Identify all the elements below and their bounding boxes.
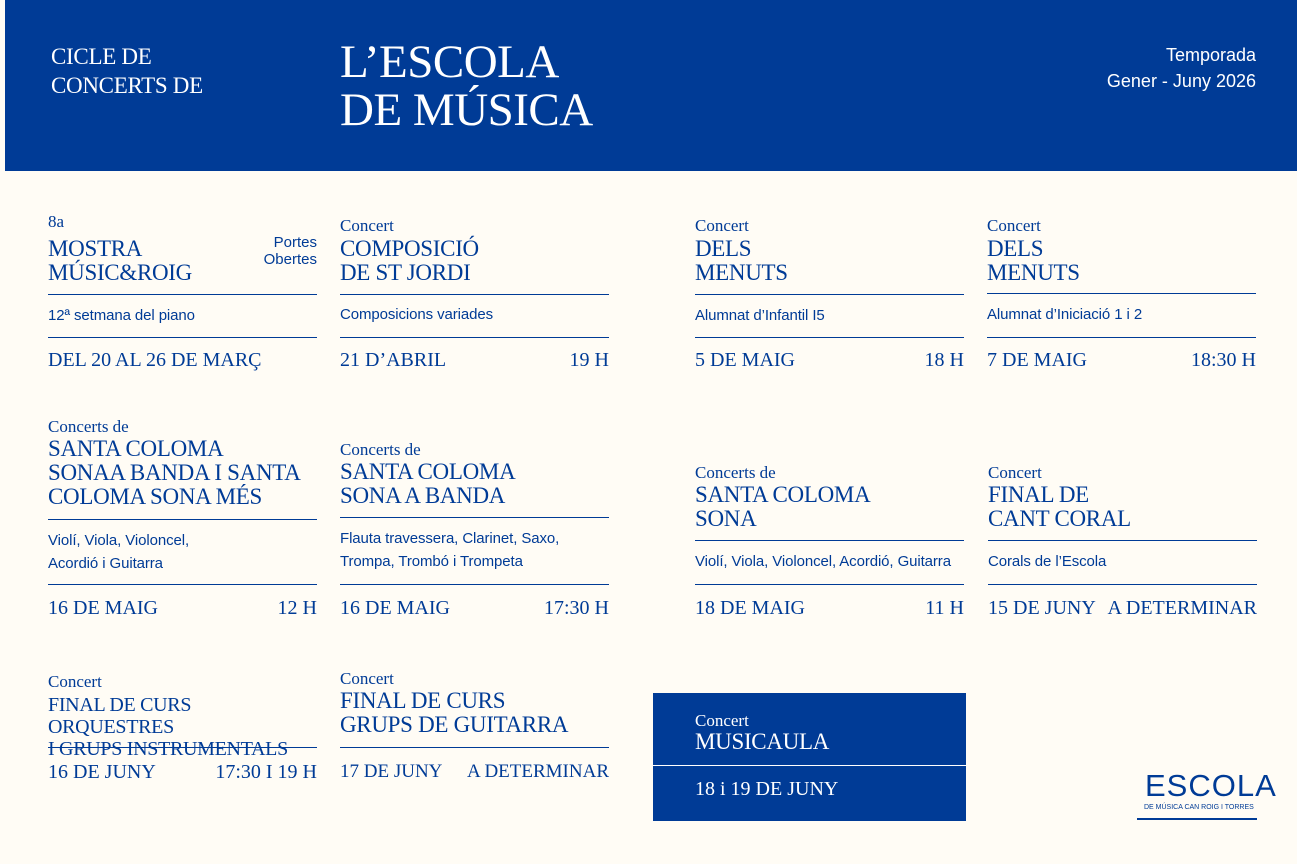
divider xyxy=(987,293,1256,294)
event-date: 5 DE MAIG xyxy=(695,349,795,371)
event-description: Composicions variades xyxy=(340,306,493,323)
description-line: Acordió i Guitarra xyxy=(48,555,163,572)
event-name-line: COMPOSICIÓ xyxy=(340,236,479,261)
season-line-1: Temporada xyxy=(1165,45,1256,65)
event-card-musicaula xyxy=(653,693,966,821)
description-line: Violí, Viola, Violoncel, xyxy=(48,532,190,549)
event-name-line: MÚSIC&ROIG xyxy=(48,260,192,285)
event-name-line: MUSICAULA xyxy=(695,729,830,754)
divider xyxy=(340,584,609,585)
event-name-line: MOSTRA xyxy=(48,236,143,261)
event-name-line: MENUTS xyxy=(987,260,1080,285)
event-name-line: GRUPS DE GUITARRA xyxy=(340,712,569,737)
event-kicker: Concert xyxy=(695,711,749,730)
divider xyxy=(48,584,317,585)
event-time: 18 H xyxy=(924,349,964,371)
event-name-line: FINAL DE CURS ORQUESTRES xyxy=(48,694,192,738)
divider xyxy=(48,747,317,748)
event-name-line: SANTA COLOMA xyxy=(340,459,516,484)
event-name-line: MENUTS xyxy=(695,260,788,285)
logo-underline xyxy=(1137,818,1257,820)
event-date: 18 DE MAIG xyxy=(695,597,805,619)
event-date: 16 DE MAIG xyxy=(340,597,450,619)
cycle-line-2: CONCERTS DE xyxy=(51,73,203,98)
divider xyxy=(695,294,964,295)
event-name-line: SONA xyxy=(695,506,757,531)
event-kicker: Concert xyxy=(987,216,1041,235)
event-description: Violí, Viola, Violoncel, Acordió, Guitarra xyxy=(695,553,951,570)
divider xyxy=(653,765,966,766)
event-name-line: COLOMA SONA MÉS xyxy=(48,484,263,509)
event-kicker: Concert xyxy=(48,672,102,691)
event-time: A DETERMINAR xyxy=(467,761,609,782)
event-time: 18:30 H xyxy=(1191,349,1256,371)
event-name-line: FINAL DE CURS xyxy=(340,688,506,713)
divider xyxy=(340,517,609,518)
tag-line: Obertes xyxy=(263,251,317,268)
event-date: 21 D’ABRIL xyxy=(340,349,447,371)
event-date: 18 i 19 DE JUNY xyxy=(695,778,839,800)
school-logo xyxy=(1137,768,1277,821)
page-title xyxy=(340,38,593,134)
event-date: 17 DE JUNY xyxy=(340,761,443,782)
event-date: 15 DE JUNY xyxy=(988,597,1096,619)
divider xyxy=(695,337,964,338)
divider xyxy=(48,294,317,295)
divider xyxy=(340,747,609,748)
event-description xyxy=(340,527,609,573)
event-name-line: FINAL DE xyxy=(988,482,1089,507)
event-time: 12 H xyxy=(277,597,317,619)
divider xyxy=(988,540,1257,541)
logo-wordmark: ESCOLA xyxy=(1145,768,1277,803)
event-date: DEL 20 AL 26 DE MARÇ xyxy=(48,349,262,371)
event-date: 16 DE MAIG xyxy=(48,597,158,619)
header-banner xyxy=(5,0,1297,171)
description-line: Trompa, Trombó i Trompeta xyxy=(340,553,523,570)
event-name-line: SANTA COLOMA xyxy=(695,482,871,507)
event-description: Alumnat d’Iniciació 1 i 2 xyxy=(987,306,1143,323)
event-name-line: CANT CORAL xyxy=(988,506,1131,531)
event-time: 17:30 H xyxy=(544,597,609,619)
event-name-line: DELS xyxy=(987,236,1044,261)
event-kicker: Concerts de xyxy=(695,463,776,482)
divider xyxy=(695,540,964,541)
description-line: Flauta travessera, Clarinet, Saxo, xyxy=(340,530,560,547)
title-line-2: DE MÚSICA xyxy=(340,84,593,136)
tag-line: Portes xyxy=(273,234,317,251)
event-time: 19 H xyxy=(569,349,609,371)
event-time: A DETERMINAR xyxy=(1107,597,1257,619)
event-name-line: I GRUPS INSTRUMENTALS xyxy=(48,738,288,760)
event-description: Alumnat d’Infantil I5 xyxy=(695,307,825,324)
divider xyxy=(48,337,317,338)
event-time: 17:30 I 19 H xyxy=(215,761,317,783)
event-name-line: DELS xyxy=(695,236,752,261)
open-doors-tag xyxy=(264,234,317,268)
event-kicker: Concert xyxy=(340,216,394,235)
logo-subtitle: DE MÚSICA CAN ROIG I TORRES xyxy=(1144,804,1254,811)
event-description: Corals de l’Escola xyxy=(988,553,1107,570)
event-description xyxy=(48,529,317,575)
title-line-1: L’ESCOLA xyxy=(340,36,559,88)
event-kicker: Concert xyxy=(695,216,749,235)
season-label xyxy=(1107,42,1256,94)
event-kicker: Concert xyxy=(340,669,394,688)
event-kicker: Concerts de xyxy=(340,440,421,459)
event-kicker: 8a xyxy=(48,212,65,231)
event-time: 11 H xyxy=(925,597,964,619)
divider xyxy=(988,584,1257,585)
cycle-label xyxy=(51,42,203,100)
season-line-2: Gener - Juny 2026 xyxy=(1106,71,1256,91)
event-name-line: SANTA COLOMA xyxy=(48,436,224,461)
divider xyxy=(340,294,609,295)
event-name-line: SONA A BANDA xyxy=(340,483,506,508)
divider xyxy=(340,337,609,338)
event-name-line: DE ST JORDI xyxy=(340,260,471,285)
divider xyxy=(987,337,1256,338)
event-kicker: Concerts de xyxy=(48,417,129,436)
cycle-line-1: CICLE DE xyxy=(51,44,152,69)
event-description: 12ª setmana del piano xyxy=(48,307,195,324)
event-date: 16 DE JUNY xyxy=(48,761,156,783)
divider xyxy=(695,584,964,585)
event-date: 7 DE MAIG xyxy=(987,349,1087,371)
divider xyxy=(48,519,317,520)
event-kicker: Concert xyxy=(988,463,1042,482)
event-name-line: SONAA BANDA I SANTA xyxy=(48,460,301,485)
